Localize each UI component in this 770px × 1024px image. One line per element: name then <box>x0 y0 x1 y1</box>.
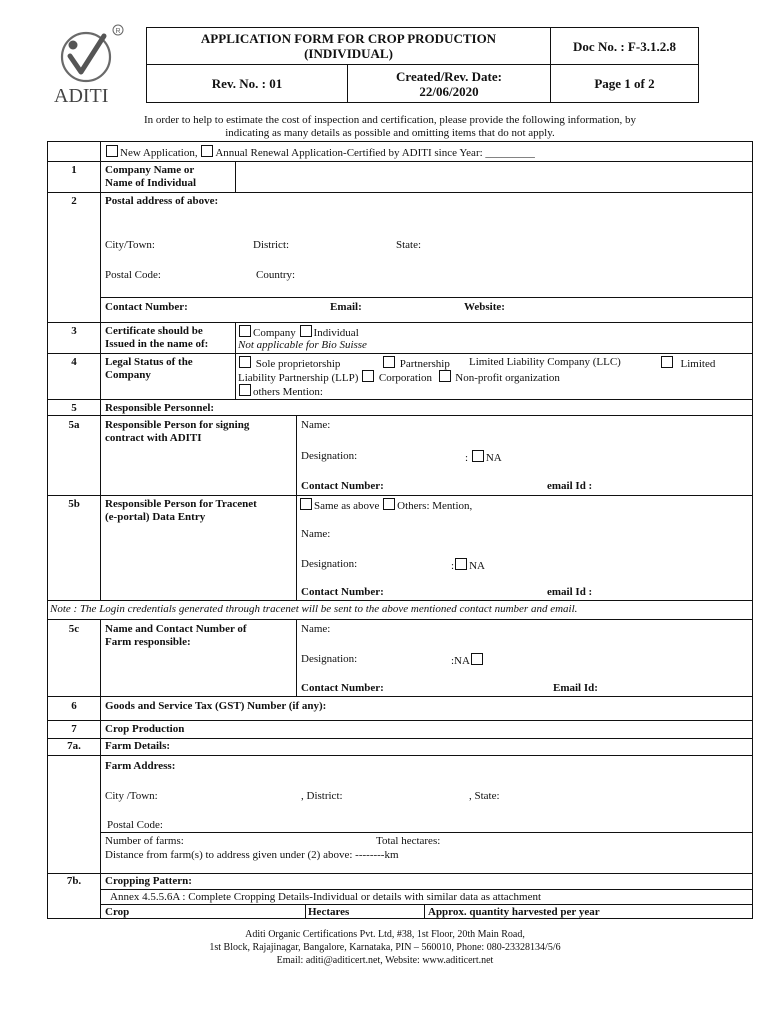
tracenet-note: Note : The Login credentials generated through tracenet will be sent to the above mentioned contact number and email. <box>50 603 578 615</box>
footer: Aditi Organic Certifications Pvt. Ltd, #38, 1st Floor, 20th Main Road, 1st Block, Rajajinagar, Bangalore, Karnataka, PIN – 560010, Phone: 080-23328134/5/6 Email: aditi@aditicert.net, Website: www.aditicert.net <box>209 929 561 966</box>
postal-address-label: Postal address of above: <box>105 195 219 207</box>
header-table <box>146 27 699 103</box>
corporation-checkbox[interactable] <box>362 370 374 382</box>
page-number: Page 1 of 2 <box>551 65 699 103</box>
5b-na-checkbox[interactable] <box>455 558 467 570</box>
limited-checkbox[interactable] <box>661 356 673 368</box>
application-type: New Application, Annual Renewal Application-Certified by ADITI since Year: _________ <box>105 145 535 160</box>
application-form: New Application, Annual Renewal Application-Certified by ADITI since Year: _________ 1 Company Name or Name of Individual 2 Postal address of above: City/Town: District: State: Postal Code: Country: Contact Number: Email: Website: 3 Certificate should be Issued in the name of: Company Individual Not applicable for Bio Suisse 4 Legal Status of the Company Sole proprietorship Partnership Limited Liability Company (LLC) Limited Liability Partnership (LLP) Corporation Non-profit organization others Mention: 5 Responsible Personnel: 5a Responsible Person for signing contract with ADITI Name: Designation: : NA Contact Number: email Id : 5b Responsible Person for Tracenet (e-portal) Data Entry Same as above Others: Mention, Name: Designation: : NA Contact Number: email Id : Note : The Login credentials generated through tracenet will be sent to the above mentioned contact number and email. 5c Name and Contact Number of Farm responsible: Name: Designation: :NA Contact Number: Email Id: 6 Goods and Service Tax (GST) Number (if any): 7 Crop Production 7a. Farm Details: Farm Address: City /Town: , District: , State: Postal Code: Number of farms: Total hectares: Distance from farm(s) to address given under (2) above: --------km 7b. Cropping Pattern: Annex 4.5.5.6A : Complete Cropping Details-Individual or details with similar data as attachment Crop Hectares Approx. quantity harvested per year <box>47 141 753 919</box>
form-title: APPLICATION FORM FOR CROP PRODUCTION (INDIVIDUAL) <box>147 28 551 65</box>
new-application-checkbox[interactable] <box>106 145 118 157</box>
col-quantity: Approx. quantity harvested per year <box>428 906 600 918</box>
svg-text:R: R <box>115 28 121 35</box>
aditi-logo <box>48 22 144 104</box>
same-as-above-checkbox[interactable] <box>300 498 312 510</box>
individual-checkbox[interactable] <box>300 325 312 337</box>
others-mention-checkbox[interactable] <box>383 498 395 510</box>
partnership-checkbox[interactable] <box>383 356 395 368</box>
intro-text: In order to help to estimate the cost of inspection and certification, please provide the following information, by indicating as many details as possible and omitting items that do not apply. <box>143 114 637 139</box>
sole-proprietorship-checkbox[interactable] <box>239 356 251 368</box>
company-checkbox[interactable] <box>239 325 251 337</box>
5a-na-checkbox[interactable] <box>472 450 484 462</box>
doc-number: Doc No. : F-3.1.2.8 <box>551 28 699 65</box>
company-name-label: Company Name or Name of Individual <box>105 164 197 189</box>
others-checkbox[interactable] <box>239 384 251 396</box>
brand-text: ADITI <box>54 85 109 104</box>
nonprofit-checkbox[interactable] <box>439 370 451 382</box>
created-date: Created/Rev. Date: 22/06/2020 <box>396 68 502 99</box>
renewal-checkbox[interactable] <box>201 145 213 157</box>
5c-na-checkbox[interactable] <box>471 653 483 665</box>
col-crop: Crop <box>105 906 130 918</box>
col-hectares: Hectares <box>308 906 350 918</box>
rev-number: Rev. No. : 01 <box>147 65 348 102</box>
